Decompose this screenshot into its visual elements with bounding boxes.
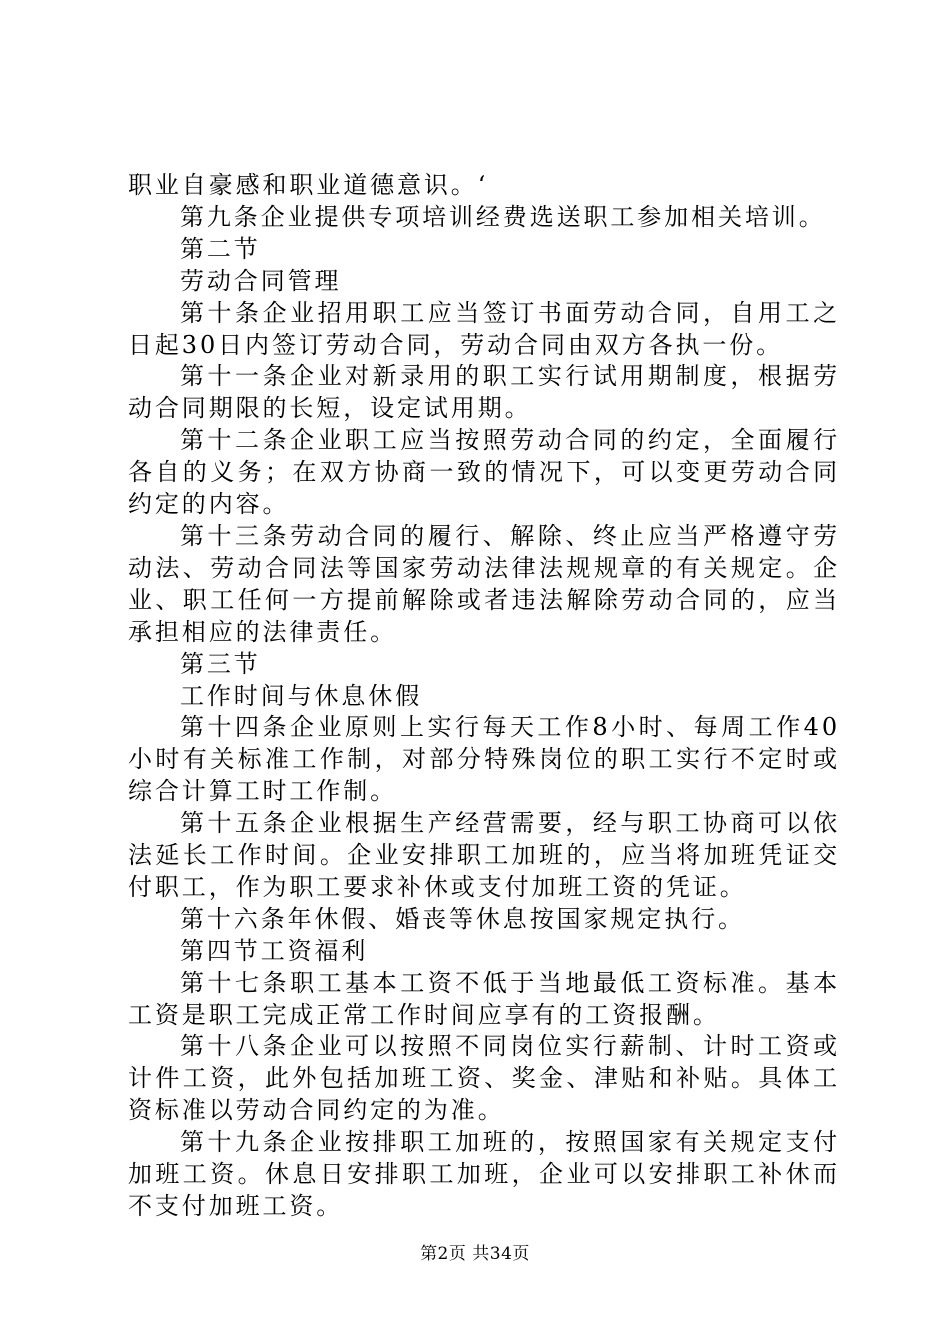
paragraph: 第十三条劳动合同的履行、解除、终止应当严格遵守劳动法、劳动合同法等国家劳动法律法规规章的有关规定。企业、职工任何一方提前解除或者违法解除劳动合同的，应当承担相应的法律责任。 xyxy=(128,521,840,646)
paragraph: 第十一条企业对新录用的职工实行试用期制度，根据劳动合同期限的长短，设定试用期。 xyxy=(128,362,840,423)
section-heading: 第二节 xyxy=(180,234,261,263)
paragraph: 第十八条企业可以按照不同岗位实行薪制、计时工资或计件工资，此外包括加班工资、奖金、津贴和补贴。具体工资标准以劳动合同约定的为准。 xyxy=(128,1032,840,1125)
section-heading: 第三节 xyxy=(180,649,261,678)
paragraph: 第十九条企业按排职工加班的，按照国家有关规定支付加班工资。休息日安排职工加班，企业可以安排职工补休而不支付加班工资。 xyxy=(128,1128,840,1220)
paragraph: 第十六条年休假、婚丧等休息按国家规定执行。 xyxy=(180,904,745,933)
paragraph: 第十七条职工基本工资不低于当地最低工资标准。基本工资是职工完成正常工作时间应享有的工资报酬。 xyxy=(128,968,840,1029)
paragraph: 第十条企业招用职工应当签订书面劳动合同，自用工之日起30日内签订劳动合同，劳动合同由双方各执一份。 xyxy=(128,298,840,359)
page-number-footer: 第2页 共34页 xyxy=(420,1244,530,1264)
section-title: 劳动合同管理 xyxy=(180,266,342,295)
paragraph: 第十四条企业原则上实行每天工作8小时、每周工作40小时有关标准工作制，对部分特殊岗位的职工实行不定时或综合计算工时工作制。 xyxy=(128,713,840,806)
document-body xyxy=(128,170,840,1223)
section-title: 工作时间与休息休假 xyxy=(180,681,423,710)
paragraph: 职业自豪感和职业道德意识。‘ xyxy=(128,171,489,199)
paragraph: 第十五条企业根据生产经营需要，经与职工协商可以依法延长工作时间。企业安排职工加班的，应当将加班凭证交付职工，作为职工要求补休或支付加班工资的凭证。 xyxy=(128,809,840,901)
section-heading: 第四节工资福利 xyxy=(180,936,369,965)
paragraph: 第九条企业提供专项培训经费选送职工参加相关培训。 xyxy=(180,202,826,231)
paragraph: 第十二条企业职工应当按照劳动合同的约定，全面履行各自的义务；在双方协商一致的情况下，可以变更劳动合同约定的内容。 xyxy=(128,426,840,519)
